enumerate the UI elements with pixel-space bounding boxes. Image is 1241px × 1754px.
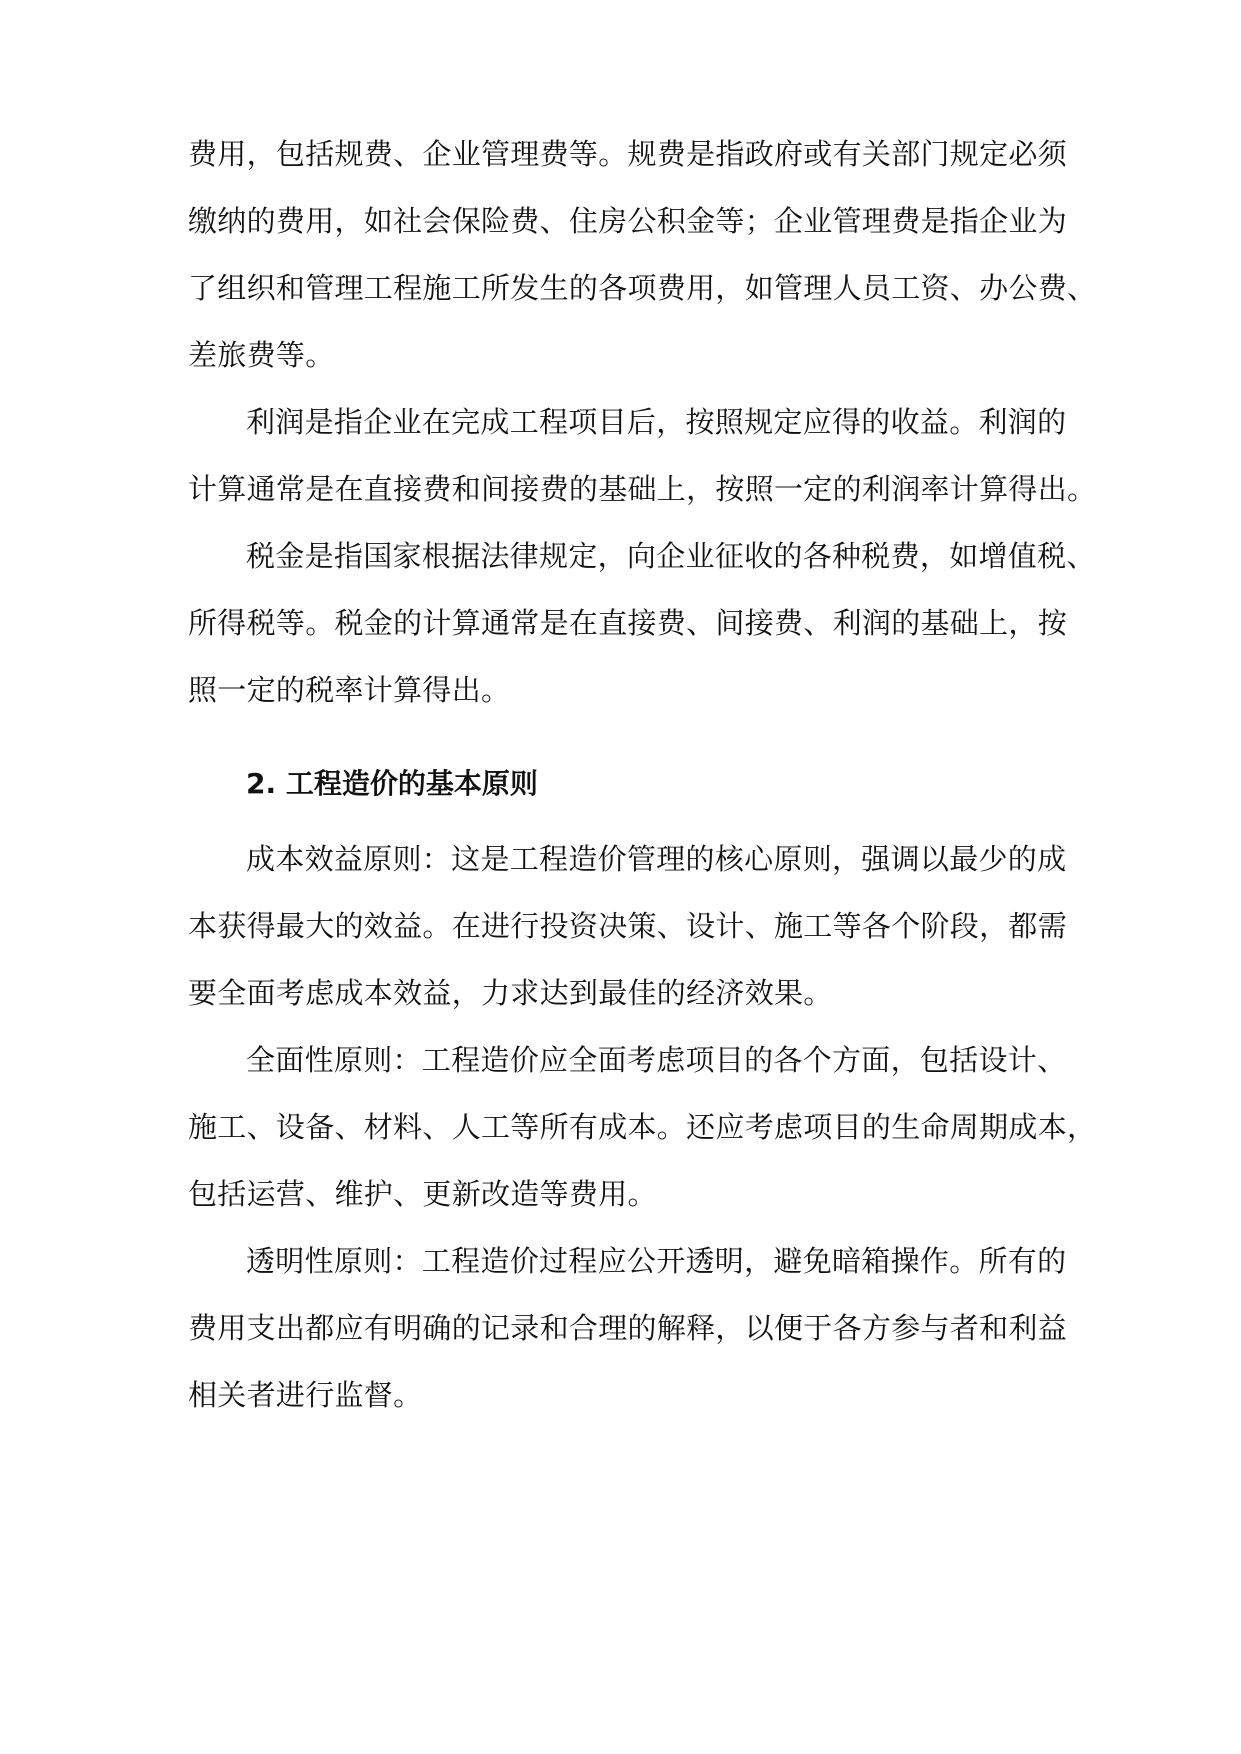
paragraph-line: 施工、设备、材料、人工等所有成本。还应考虑项目的生命周期成本，: [188, 1110, 1097, 1144]
paragraph-line: 所得税等。税金的计算通常是在直接费、间接费、利润的基础上，按: [188, 606, 1068, 640]
paragraph-line: 包括运营、维护、更新改造等费用。: [188, 1177, 657, 1211]
paragraph-line: 费用支出都应有明确的记录和合理的解释，以便于各方参与者和利益: [188, 1311, 1068, 1345]
paragraph-line: 了组织和管理工程施工所发生的各项费用，如管理人员工资、办公费、: [188, 271, 1097, 305]
paragraph-line: 计算通常是在直接费和间接费的基础上，按照一定的利润率计算得出。: [188, 472, 1097, 506]
paragraph-line: 成本效益原则：这是工程造价管理的核心原则，强调以最少的成: [246, 842, 1067, 876]
paragraph-line: 利润是指企业在完成工程项目后，按照规定应得的收益。利润的: [246, 405, 1067, 439]
section-heading: 2. 工程造价的基本原则: [246, 767, 538, 800]
paragraph-line: 透明性原则：工程造价过程应公开透明，避免暗箱操作。所有的: [246, 1244, 1067, 1278]
paragraph-line: 税金是指国家根据法律规定，向企业征收的各种税费，如增值税、: [246, 539, 1096, 573]
paragraph-line: 缴纳的费用，如社会保险费、住房公积金等；企业管理费是指企业为: [188, 204, 1068, 238]
paragraph-line: 本获得最大的效益。在进行投资决策、设计、施工等各个阶段，都需: [188, 909, 1068, 943]
paragraph-line: 差旅费等。: [188, 338, 335, 372]
paragraph-line: 要全面考虑成本效益，力求达到最佳的经济效果。: [188, 976, 833, 1010]
paragraph-line: 照一定的税率计算得出。: [188, 673, 511, 707]
paragraph-line: 费用，包括规费、企业管理费等。规费是指政府或有关部门规定必须: [188, 137, 1068, 171]
paragraph-line: 相关者进行监督。: [188, 1378, 423, 1412]
paragraph-line: 全面性原则：工程造价应全面考虑项目的各个方面，包括设计、: [246, 1043, 1067, 1077]
